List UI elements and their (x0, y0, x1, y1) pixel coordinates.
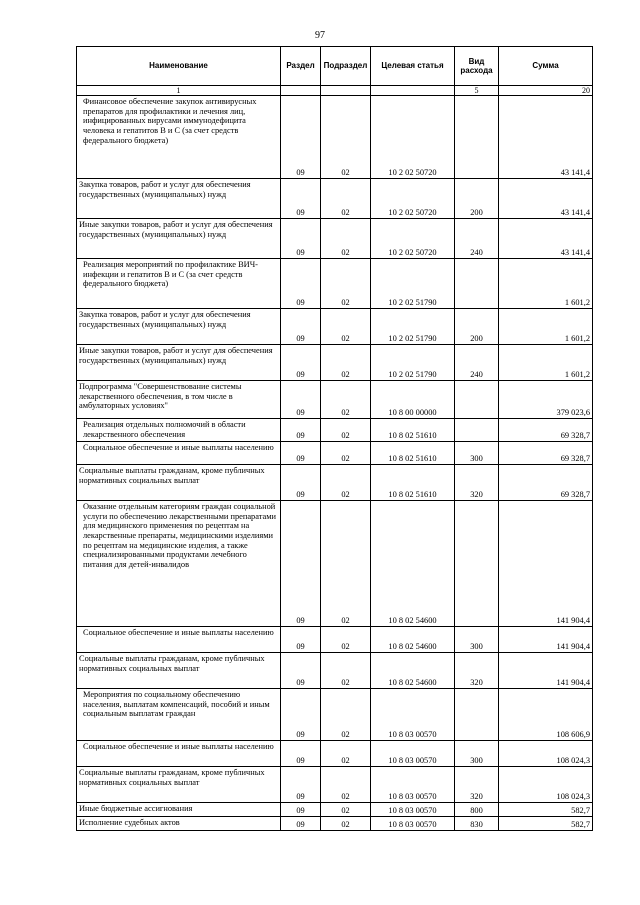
row-target: 10 8 02 51610 (371, 419, 455, 442)
row-name: Иные закупки товаров, работ и услуг для обеспечения государственных (муниципальных) нужд (77, 345, 281, 381)
row-target: 10 2 02 50720 (371, 219, 455, 259)
header-target: Целевая статья (371, 47, 455, 86)
header-name: Наименование (77, 47, 281, 86)
row-name: Социальное обеспечение и иные выплаты населению (77, 442, 281, 465)
row-subsection: 02 (321, 501, 371, 627)
row-type (455, 689, 499, 741)
row-section: 09 (281, 381, 321, 419)
row-section: 09 (281, 817, 321, 831)
table-row (77, 817, 593, 831)
row-subsection: 02 (321, 419, 371, 442)
column-number: 5 (455, 86, 499, 96)
row-section: 09 (281, 465, 321, 501)
row-type: 300 (455, 741, 499, 767)
row-type: 200 (455, 179, 499, 219)
row-name: Иные бюджетные ассигнования (77, 803, 281, 817)
row-section: 09 (281, 653, 321, 689)
table-row (77, 767, 593, 803)
table-row (77, 465, 593, 501)
row-target: 10 8 03 00570 (371, 689, 455, 741)
row-name: Закупка товаров, работ и услуг для обеспечения государственных (муниципальных) нужд (77, 179, 281, 219)
row-type (455, 96, 499, 179)
row-subsection: 02 (321, 345, 371, 381)
header-type: Вид расхода (455, 47, 499, 86)
column-number (371, 86, 455, 96)
row-subsection: 02 (321, 817, 371, 831)
row-type (455, 381, 499, 419)
column-number: 1 (77, 86, 281, 96)
table-row (77, 345, 593, 381)
row-subsection: 02 (321, 381, 371, 419)
row-section: 09 (281, 309, 321, 345)
row-section: 09 (281, 689, 321, 741)
row-sum: 582,7 (499, 803, 593, 817)
row-type: 320 (455, 465, 499, 501)
header-subsection: Подраздел (321, 47, 371, 86)
row-type (455, 501, 499, 627)
row-sum: 141 904,4 (499, 627, 593, 653)
row-type: 240 (455, 219, 499, 259)
row-target: 10 2 02 50720 (371, 179, 455, 219)
row-subsection: 02 (321, 689, 371, 741)
row-section: 09 (281, 741, 321, 767)
row-section: 09 (281, 442, 321, 465)
row-type: 240 (455, 345, 499, 381)
row-sum: 43 141,4 (499, 179, 593, 219)
table-row (77, 419, 593, 442)
page-number: 97 (315, 30, 325, 41)
row-section: 09 (281, 96, 321, 179)
row-name: Социальные выплаты гражданам, кроме публичных нормативных социальных выплат (77, 465, 281, 501)
row-target: 10 8 02 54600 (371, 653, 455, 689)
header-section: Раздел (281, 47, 321, 86)
row-subsection: 02 (321, 309, 371, 345)
table-row (77, 259, 593, 309)
row-sum: 1 601,2 (499, 345, 593, 381)
row-name: Оказание отдельным категориям граждан социальной услуги по обеспечению лекарственными препаратами для медицинского применения по рецептам на лекарственные препараты, медицинскими изделиями по рецептам на медицинские изделия, а также специализированными продуктами лечебного питания для детей-инвалидов (77, 501, 281, 627)
column-number-row (77, 86, 593, 96)
row-target: 10 8 03 00570 (371, 803, 455, 817)
row-section: 09 (281, 179, 321, 219)
table-row (77, 309, 593, 345)
row-subsection: 02 (321, 803, 371, 817)
row-sum: 1 601,2 (499, 309, 593, 345)
row-sum: 141 904,4 (499, 501, 593, 627)
row-target: 10 8 03 00570 (371, 767, 455, 803)
table-row (77, 689, 593, 741)
row-sum: 108 024,3 (499, 767, 593, 803)
row-target: 10 8 03 00570 (371, 817, 455, 831)
row-name: Подпрограмма "Совершенствование системы лекарственного обеспечения, в том числе в амбулаторных условиях" (77, 381, 281, 419)
row-type (455, 259, 499, 309)
row-section: 09 (281, 259, 321, 309)
row-target: 10 8 02 51610 (371, 465, 455, 501)
row-target: 10 2 02 51790 (371, 345, 455, 381)
row-subsection: 02 (321, 96, 371, 179)
row-subsection: 02 (321, 767, 371, 803)
header-row (77, 47, 593, 86)
row-section: 09 (281, 219, 321, 259)
row-sum: 69 328,7 (499, 419, 593, 442)
row-section: 09 (281, 345, 321, 381)
row-type: 830 (455, 817, 499, 831)
row-target: 10 8 02 54600 (371, 627, 455, 653)
row-name: Социальные выплаты гражданам, кроме публичных нормативных социальных выплат (77, 767, 281, 803)
header-sum: Сумма (499, 47, 593, 86)
row-name: Социальное обеспечение и иные выплаты населению (77, 741, 281, 767)
row-subsection: 02 (321, 627, 371, 653)
row-section: 09 (281, 803, 321, 817)
row-target: 10 2 02 51790 (371, 309, 455, 345)
row-section: 09 (281, 419, 321, 442)
row-sum: 108 024,3 (499, 741, 593, 767)
row-sum: 43 141,4 (499, 96, 593, 179)
row-sum: 69 328,7 (499, 442, 593, 465)
table-row (77, 653, 593, 689)
row-name: Реализация мероприятий по профилактике ВИЧ-инфекции и гепатитов В и С (за счет средств федерального бюджета) (77, 259, 281, 309)
row-type: 320 (455, 653, 499, 689)
row-target: 10 2 02 50720 (371, 96, 455, 179)
row-name: Мероприятия по социальному обеспечению населения, выплатам компенсаций, пособий и иным социальным выплатам граждан (77, 689, 281, 741)
row-target: 10 8 00 00000 (371, 381, 455, 419)
table-row (77, 741, 593, 767)
row-section: 09 (281, 501, 321, 627)
table-row (77, 96, 593, 179)
row-sum: 43 141,4 (499, 219, 593, 259)
row-name: Закупка товаров, работ и услуг для обеспечения государственных (муниципальных) нужд (77, 309, 281, 345)
table-row (77, 501, 593, 627)
table-row (77, 381, 593, 419)
row-type (455, 419, 499, 442)
row-type: 320 (455, 767, 499, 803)
row-target: 10 8 02 54600 (371, 501, 455, 627)
row-section: 09 (281, 627, 321, 653)
row-subsection: 02 (321, 442, 371, 465)
row-sum: 108 606,9 (499, 689, 593, 741)
row-subsection: 02 (321, 219, 371, 259)
row-subsection: 02 (321, 653, 371, 689)
row-section: 09 (281, 767, 321, 803)
row-sum: 69 328,7 (499, 465, 593, 501)
row-subsection: 02 (321, 259, 371, 309)
row-sum: 1 601,2 (499, 259, 593, 309)
row-name: Реализация отдельных полномочий в области лекарственного обеспечения (77, 419, 281, 442)
table-row (77, 179, 593, 219)
row-subsection: 02 (321, 465, 371, 501)
table-row (77, 219, 593, 259)
column-number (321, 86, 371, 96)
row-name: Иные закупки товаров, работ и услуг для обеспечения государственных (муниципальных) нужд (77, 219, 281, 259)
row-name: Социальные выплаты гражданам, кроме публичных нормативных социальных выплат (77, 653, 281, 689)
table-row (77, 442, 593, 465)
row-sum: 379 023,6 (499, 381, 593, 419)
column-number (281, 86, 321, 96)
table-row (77, 803, 593, 817)
row-subsection: 02 (321, 741, 371, 767)
table-row (77, 627, 593, 653)
row-type: 300 (455, 442, 499, 465)
row-sum: 141 904,4 (499, 653, 593, 689)
row-subsection: 02 (321, 179, 371, 219)
row-name: Исполнение судебных актов (77, 817, 281, 831)
row-target: 10 8 03 00570 (371, 741, 455, 767)
row-name: Социальное обеспечение и иные выплаты населению (77, 627, 281, 653)
row-type: 300 (455, 627, 499, 653)
column-number: 20 (499, 86, 593, 96)
row-type: 200 (455, 309, 499, 345)
row-target: 10 2 02 51790 (371, 259, 455, 309)
row-sum: 582,7 (499, 817, 593, 831)
row-name: Финансовое обеспечение закупок антивирусных препаратов для профилактики и лечения лиц, инфицированных вирусами иммунодефицита человека и гепатитов В и С (за счет средств федерального бюджета) (77, 96, 281, 179)
row-type: 800 (455, 803, 499, 817)
row-target: 10 8 02 51610 (371, 442, 455, 465)
budget-table (76, 46, 593, 831)
